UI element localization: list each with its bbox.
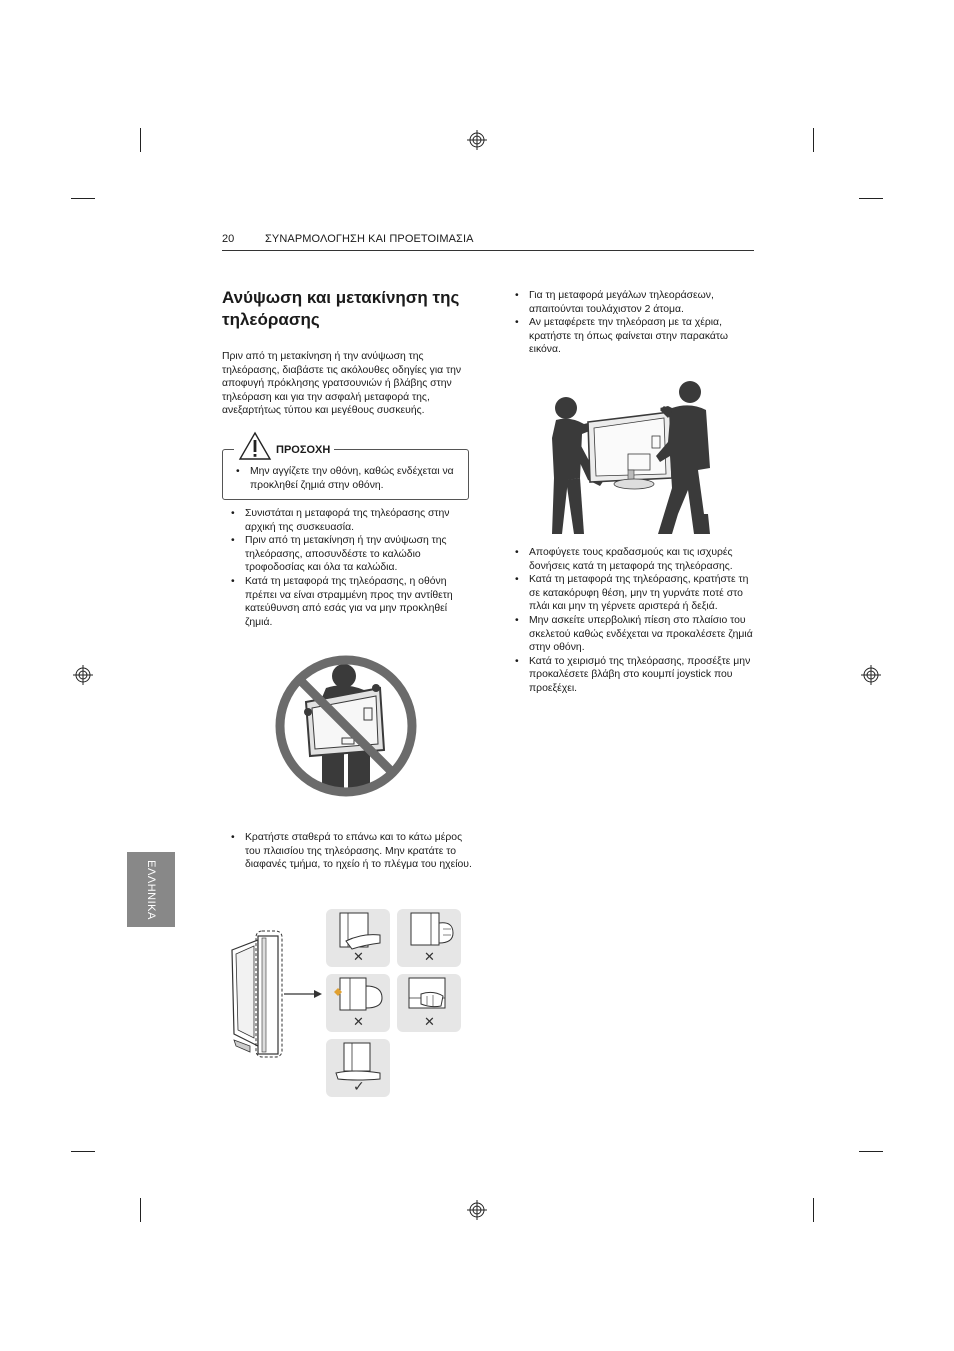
wrong-mark: ✕ (353, 1014, 364, 1029)
crop-mark (859, 1151, 883, 1152)
registration-mark-icon (467, 1200, 487, 1220)
language-tab-label: ΕΛΛΗΝΙΚΑ (145, 859, 157, 920)
section-title: Ανύψωση και μετακίνηση της τηλεόρασης (222, 288, 460, 329)
crop-mark (813, 1198, 814, 1222)
do-not-hug-tv-illustration (272, 652, 420, 800)
tv-edge-illustration (228, 928, 328, 1060)
list-item: • Αποφύγετε τους κραδασμούς και τις ισχυρές δονήσεις κατά τη μεταφορά της τηλεόρασης. (506, 546, 758, 573)
two-person-carry-illustration (548, 378, 712, 536)
crop-mark (140, 1198, 141, 1222)
registration-mark-icon (73, 665, 93, 685)
left-bullet-list (222, 507, 472, 629)
crop-mark (71, 1151, 95, 1152)
registration-mark-icon (861, 665, 881, 685)
caution-label: ΠΡΟΣΟΧΗ (276, 444, 331, 456)
list-item: • Πριν από τη μετακίνηση ή την ανύψωση της τηλεόρασης, αποσυνδέστε το καλώδιο τροφοδοσίας και όλα τα καλώδια. (222, 534, 472, 575)
crop-mark (813, 128, 814, 152)
crop-mark (140, 128, 141, 152)
right-bullet-list-bottom (506, 546, 758, 696)
intro-paragraph: Πριν από τη μετακίνηση ή την ανύψωση της τηλεόρασης, διαβάστε τις ακόλουθες οδηγίες για την αποφυγή πρόκλησης γρατσουνιών ή βλάβης στην τηλεόραση και για την ασφαλή μεταφορά της, ανεξαρτήτως τύπου και μεγέθους συσκευής. (222, 351, 462, 417)
caution-item: • Μην αγγίζετε την οθόνη, καθώς ενδέχεται να προκληθεί ζημιά στην οθόνη. (227, 465, 463, 492)
right-bullet-list-top (506, 289, 756, 357)
list-item: • Κατά τη μεταφορά της τηλεόρασης, η οθόνη πρέπει να είναι στραμμένη προς την αντίθετη κατεύθυνση από εσάς για να μην προκληθεί ζημιά. (222, 575, 472, 629)
language-tab (127, 852, 175, 927)
list-item: • Αν μεταφέρετε την τηλεόραση με τα χέρια, κρατήστε τη όπως φαίνεται στην παρακάτω εικόνα. (506, 316, 756, 357)
list-item: • Κρατήστε σταθερά το επάνω και το κάτω μέρος του πλαισίου της τηλεόρασης. Μην κρατάτε το διαφανές τμήμα, το ηχείο ή το πλέγμα του ηχείου. (222, 831, 472, 872)
correct-mark: ✓ (353, 1078, 365, 1094)
list-item: • Κατά το χειρισμό της τηλεόρασης, προσέξτε μην προκαλέσετε βλάβη στο κουμπί joystick που προεξέχει. (506, 655, 758, 696)
crop-mark (859, 198, 883, 199)
warning-triangle-icon (238, 431, 272, 461)
crop-mark (71, 198, 95, 199)
caution-header (234, 427, 334, 461)
wrong-mark: ✕ (353, 949, 364, 964)
left-bullet-list-2 (222, 831, 472, 872)
page-number: 20 (222, 233, 235, 245)
list-item: • Συνιστάται η μεταφορά της τηλεόρασης στην αρχική της συσκευασία. (222, 507, 472, 534)
caution-list (227, 465, 463, 492)
wrong-mark: ✕ (424, 949, 435, 964)
wrong-mark: ✕ (424, 1014, 435, 1029)
header-rule (222, 250, 754, 251)
list-item: • Για τη μεταφορά μεγάλων τηλεοράσεων, απαιτούνται τουλάχιστον 2 άτομα. (506, 289, 756, 316)
list-item: • Μην ασκείτε υπερβολική πίεση στο πλαίσιο του σκελετού καθώς ενδέχεται να προκαλέσετε ζημιά στην οθόνη. (506, 614, 758, 655)
registration-mark-icon (467, 130, 487, 150)
running-header: ΣΥΝΑΡΜΟΛΟΓΗΣΗ ΚΑΙ ΠΡΟΕΤΟΙΜΑΣΙΑ (265, 233, 474, 245)
list-item: • Κατά τη μεταφορά της τηλεόρασης, κρατήστε τη σε κατακόρυφη θέση, μην τη γυρνάτε ποτέ στο πλάι και μην τη γέρνετε αριστερά ή δεξιά. (506, 573, 758, 614)
